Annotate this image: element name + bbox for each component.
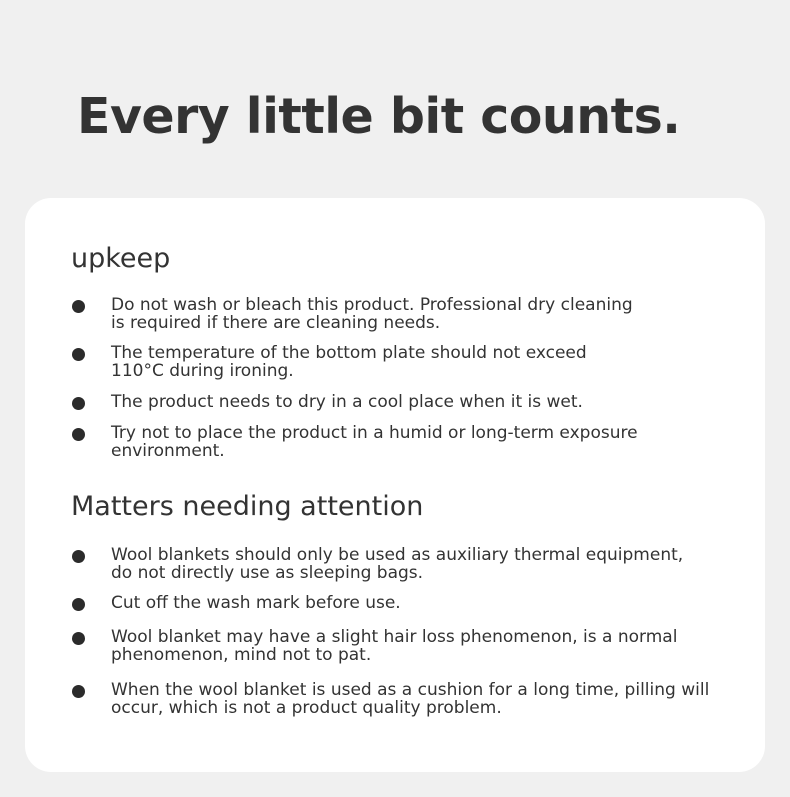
list-item-text: Wool blankets should only be used as auxiliary thermal equipment, do not directly use as sleeping bags. [111, 545, 684, 583]
list-item-text: The product needs to dry in a cool place when it is wet. [111, 392, 583, 412]
list-item-text: Cut off the wash mark before use. [111, 593, 401, 613]
list-item-text: When the wool blanket is used as a cushion for a long time, pilling will occur, which is not a product quality problem. [111, 680, 710, 718]
bullet-dot-icon [72, 428, 85, 441]
bullet-dot-icon [72, 348, 85, 361]
list-item-text: The temperature of the bottom plate should not exceed 110°C during ironing. [111, 343, 587, 381]
bullet-dot-icon [72, 598, 85, 611]
page-headline: Every little bit counts. [77, 88, 681, 145]
section-title-upkeep: upkeep [71, 243, 171, 274]
list-item-text: Try not to place the product in a humid or long-term exposure environment. [111, 423, 638, 461]
list-item-text: Do not wash or bleach this product. Professional dry cleaning is required if there are cleaning needs. [111, 295, 633, 333]
bullet-dot-icon [72, 550, 85, 563]
bullet-dot-icon [72, 685, 85, 698]
section-title-matters-needing-attention: Matters needing attention [71, 491, 424, 522]
bullet-dot-icon [72, 300, 85, 313]
list-item-text: Wool blanket may have a slight hair loss phenomenon, is a normal phenomenon, mind not to pat. [111, 627, 678, 665]
bullet-dot-icon [72, 397, 85, 410]
care-instructions-card [25, 198, 765, 772]
bullet-dot-icon [72, 632, 85, 645]
